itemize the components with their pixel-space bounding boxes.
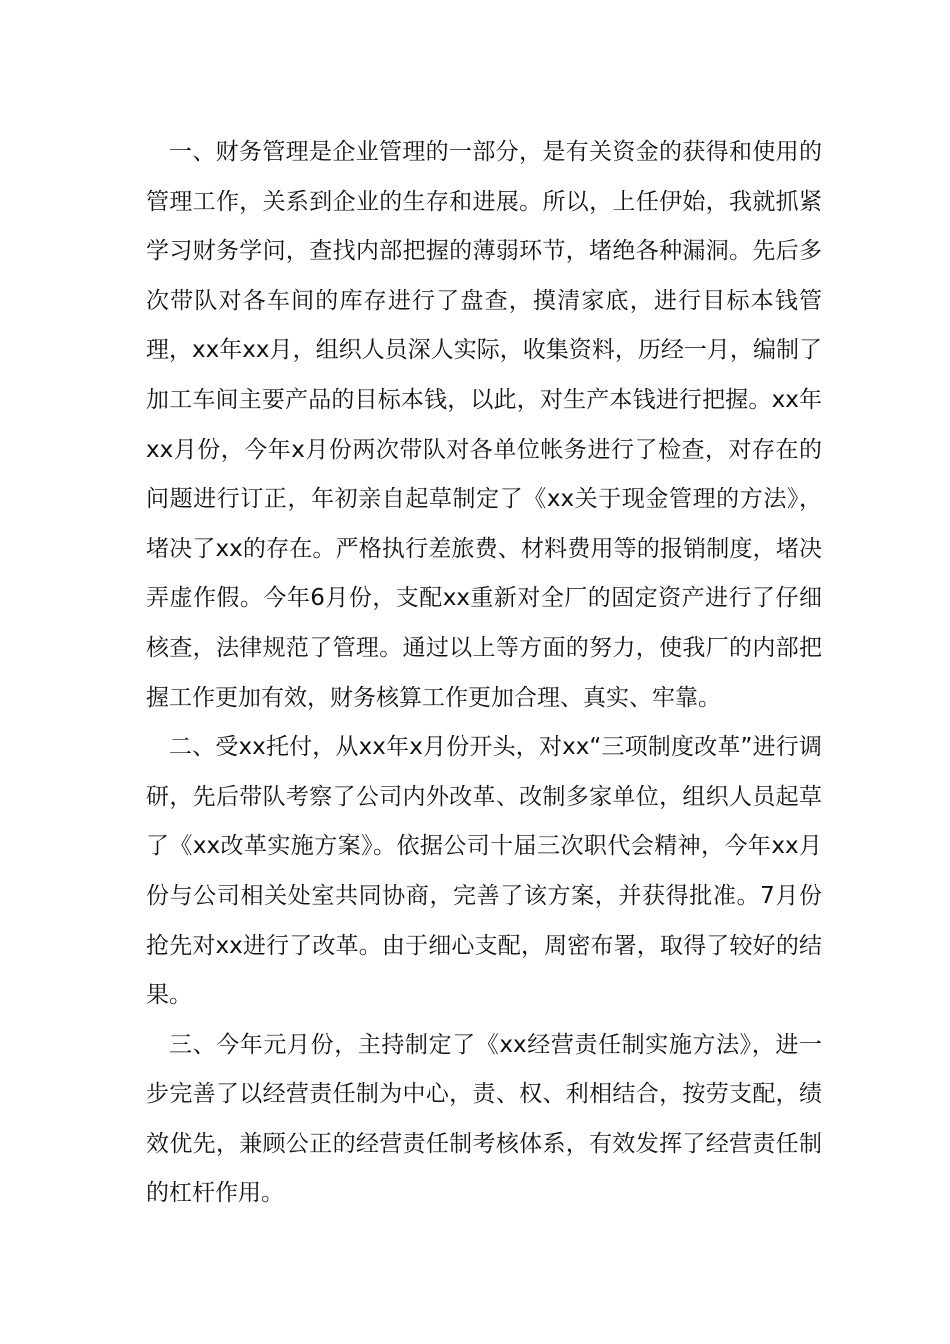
document-body (146, 128, 822, 1219)
paragraph-3: 三、今年元月份，主持制定了《xx经营责任制实施方法》，进一步完善了以经营责任制为中心，责、权、利相结合，按劳支配，绩效优先，兼顾公正的经营责任制考核体系，有效发挥了经营责任制的杠杆作用。 (146, 1031, 822, 1207)
paragraph-2: 二、受xx托付，从xx年x月份开头，对xx“三项制度改革”进行调研，先后带队考察了公司内外改革、改制多家单位，组织人员起草了《xx改革实施方案》。依据公司十届三次职代会精神，今年xx月份与公司相关处室共同协商，完善了该方案，并获得批准。7月份抢先对xx进行了改革。由于细心支配，周密布署，取得了较好的结果。 (146, 734, 822, 1009)
paragraph-1: 一、财务管理是企业管理的一部分，是有关资金的获得和使用的管理工作，关系到企业的生存和进展。所以，上任伊始，我就抓紧学习财务学问，查找内部把握的薄弱环节，堵绝各种漏洞。先后多次带队对各车间的库存进行了盘查，摸清家底，进行目标本钱管理，xx年xx月，组织人员深人实际，收集资料，历经一月，编制了加工车间主要产品的目标本钱，以此，对生产本钱进行把握。xx年xx月份，今年x月份两次带队对各单位帐务进行了检查，对存在的问题进行订正，年初亲自起草制定了《xx关于现金管理的方法》，堵决了xx的存在。严格执行差旅费、材料费用等的报销制度，堵决弄虚作假。今年6月份，支配xx重新对全厂的固定资产进行了仔细核查，法律规范了管理。通过以上等方面的努力，使我厂的内部把握工作更加有效，财务核算工作更加合理、真实、牢靠。 (146, 139, 822, 711)
